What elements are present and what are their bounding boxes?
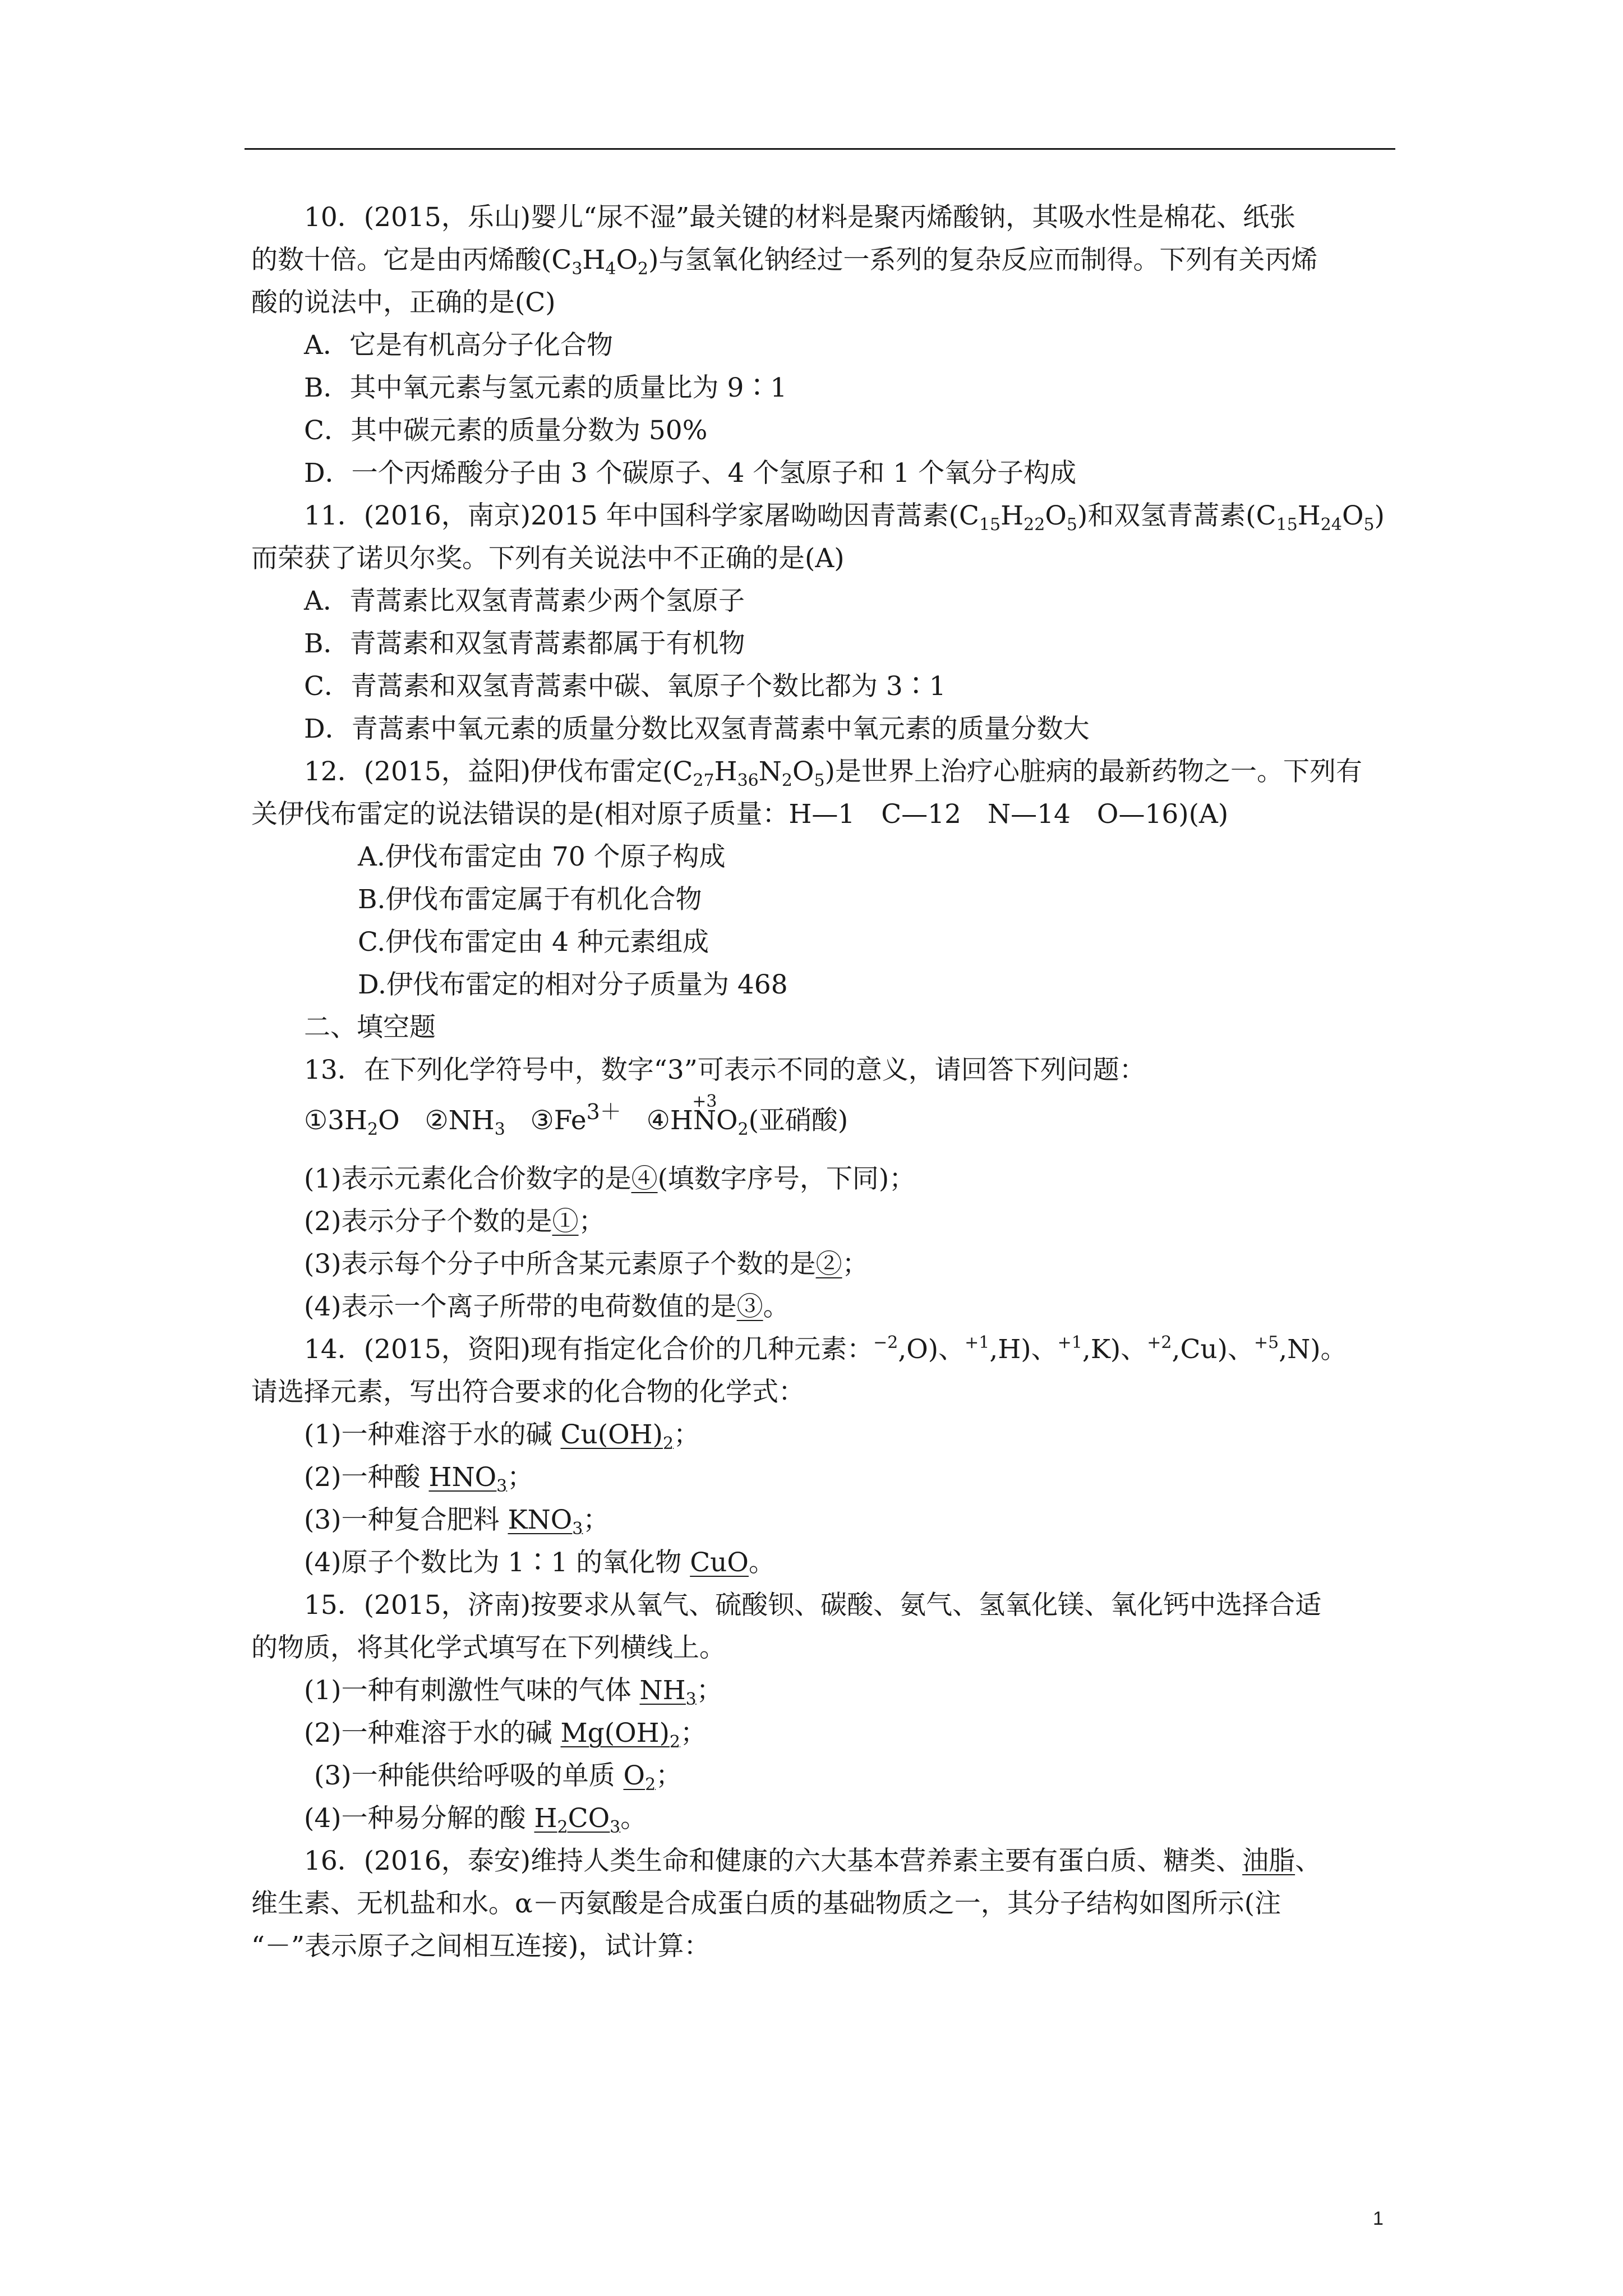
q15-answer-3: (3)一种能供给呼吸的单质 $O_2$；	[314, 1760, 683, 1795]
q14-answer-3: (3)一种复合肥料 $KNO_3$；	[304, 1504, 610, 1539]
formula-2: $②NH_3$	[425, 1105, 505, 1139]
header-rule	[245, 148, 1395, 150]
question-16	[251, 1846, 1401, 1973]
q11-line-1: 11．(2016，南京)2015 年中国科学家屠呦呦因青蒿素$(C_{15}H_{22}O_5)$和双氢青蒿素$(C_{15}H_{24}O_5)$	[304, 500, 1385, 535]
q14-answer-2: (2)一种酸 $HNO_3$；	[304, 1462, 534, 1496]
q10-option-b: B．其中氧元素与氢元素的质量比为 9∶1	[304, 372, 787, 403]
q15-answer-4: (4)一种易分解的酸 $H_2CO_3$。	[304, 1803, 647, 1837]
q16-line-1: 16．(2016，泰安)维持人类生命和健康的六大基本营养素主要有蛋白质、糖类、油脂、	[304, 1846, 1322, 1876]
q14-line-1: 14．(2015，资阳)现有指定化合价的几种元素：$^{-2}$,O)、$^{+1}$,H)、$^{+1}$,K)、$^{+2}$,Cu)、$^{+5}$,N)。	[304, 1333, 1347, 1365]
q14-answer-1: (1)一种难溶于水的碱 $Cu(OH)_2$；	[304, 1419, 700, 1453]
q12-option-a: A.伊伐布雷定由 70 个原子构成	[358, 841, 726, 872]
q13-stem: 13．在下列化学符号中，数字“3”可表示不同的意义，请回答下列问题：	[304, 1055, 1146, 1085]
q14-line-2: 请选择元素，写出符合要求的化合物的化学式：	[251, 1377, 805, 1407]
question-14	[251, 1334, 1401, 1590]
q10-line-2: 的数十倍。它是由丙烯酸$(C_3H_4O_2)$与氢氧化钠经过一系列的复杂反应而制得。下列有关丙烯	[251, 245, 1318, 279]
q10-option-c: C．其中碳元素的质量分数为 50%	[304, 415, 708, 446]
q12-option-d: D.伊伐布雷定的相对分子质量为 468	[358, 969, 788, 1000]
q13-answer-4: (4)表示一个离子所带的电荷数值的是③。	[304, 1291, 790, 1322]
q16-line-2: 维生素、无机盐和水。α－丙氨酸是合成蛋白质的基础物质之一，其分子结构如图所示(注	[251, 1888, 1281, 1919]
page-number: 1	[1373, 2208, 1384, 2229]
q13-formulas	[251, 1092, 1401, 1163]
formula-3: $③Fe^{3+}$	[530, 1099, 621, 1136]
question-13	[251, 1055, 1401, 1334]
q15-line-2: 的物质，将其化学式填写在下列横线上。	[251, 1632, 726, 1663]
q11-line-2: 而荣获了诺贝尔奖。下列有关说法中不正确的是(A)	[251, 543, 845, 574]
q13-answer-1: (1)表示元素化合价数字的是④(填数字序号，下同)；	[304, 1163, 916, 1194]
question-11	[251, 500, 1401, 756]
formula-1: $①3H_2O$	[304, 1105, 400, 1139]
q10-option-a: A．它是有机高分子化合物	[304, 330, 613, 361]
question-10	[251, 202, 1401, 500]
question-12	[251, 756, 1401, 1012]
q16-line-3: “－”表示原子之间相互连接)，试计算：	[251, 1931, 711, 1962]
q10-line-3: 酸的说法中，正确的是(C)	[251, 287, 556, 318]
q15-answer-1: (1)一种有刺激性气味的气体 $NH_3$；	[304, 1675, 723, 1709]
document-body	[251, 202, 1401, 1973]
question-15	[251, 1590, 1401, 1846]
q13-answer-2: (2)表示分子个数的是①；	[304, 1206, 605, 1237]
q12-line-1: 12．(2015，益阳)伊伐布雷定$(C_{27}H_{36}N_2O_5)$是世界上治疗心脏病的最新药物之一。下列有	[304, 756, 1362, 790]
q12-option-c: C.伊伐布雷定由 4 种元素组成	[358, 927, 709, 958]
q11-option-a: A．青蒿素比双氢青蒿素少两个氢原子	[304, 586, 745, 616]
q15-answer-2: (2)一种难溶于水的碱 $Mg(OH)_2$；	[304, 1718, 707, 1752]
q12-line-2: 关伊伐布雷定的说法错误的是(相对原子质量：H—1 C—12 N—14 O—16)(A)	[251, 799, 1229, 830]
q11-option-d: D．青蒿素中氧元素的质量分数比双氢青蒿素中氧元素的质量分数大	[304, 714, 1090, 744]
q13-answer-3: (3)表示每个分子中所含某元素原子个数的是②；	[304, 1249, 869, 1280]
formula-4: ④H +3 $NO_2$(亚硝酸)	[646, 1092, 849, 1139]
q10-option-d: D．一个丙烯酸分子由 3 个碳原子、4 个氢原子和 1 个氧分子构成	[304, 458, 1077, 489]
section-heading-fill-in: 二、填空题	[304, 1012, 436, 1043]
q12-option-b: B.伊伐布雷定属于有机化合物	[358, 884, 702, 915]
q11-option-c: C．青蒿素和双氢青蒿素中碳、氧原子个数比都为 3∶1	[304, 671, 946, 702]
q10-line-1: 10．(2015，乐山)婴儿“尿不湿”最关键的材料是聚丙烯酸钠，其吸水性是棉花、纸张	[304, 202, 1296, 233]
q11-option-b: B．青蒿素和双氢青蒿素都属于有机物	[304, 628, 745, 659]
q14-answer-4: (4)原子个数比为 1∶1 的氧化物 CuO。	[304, 1547, 775, 1578]
q15-line-1: 15．(2015，济南)按要求从氧气、硫酸钡、碳酸、氨气、氢氧化镁、氧化钙中选择合适	[304, 1590, 1322, 1621]
